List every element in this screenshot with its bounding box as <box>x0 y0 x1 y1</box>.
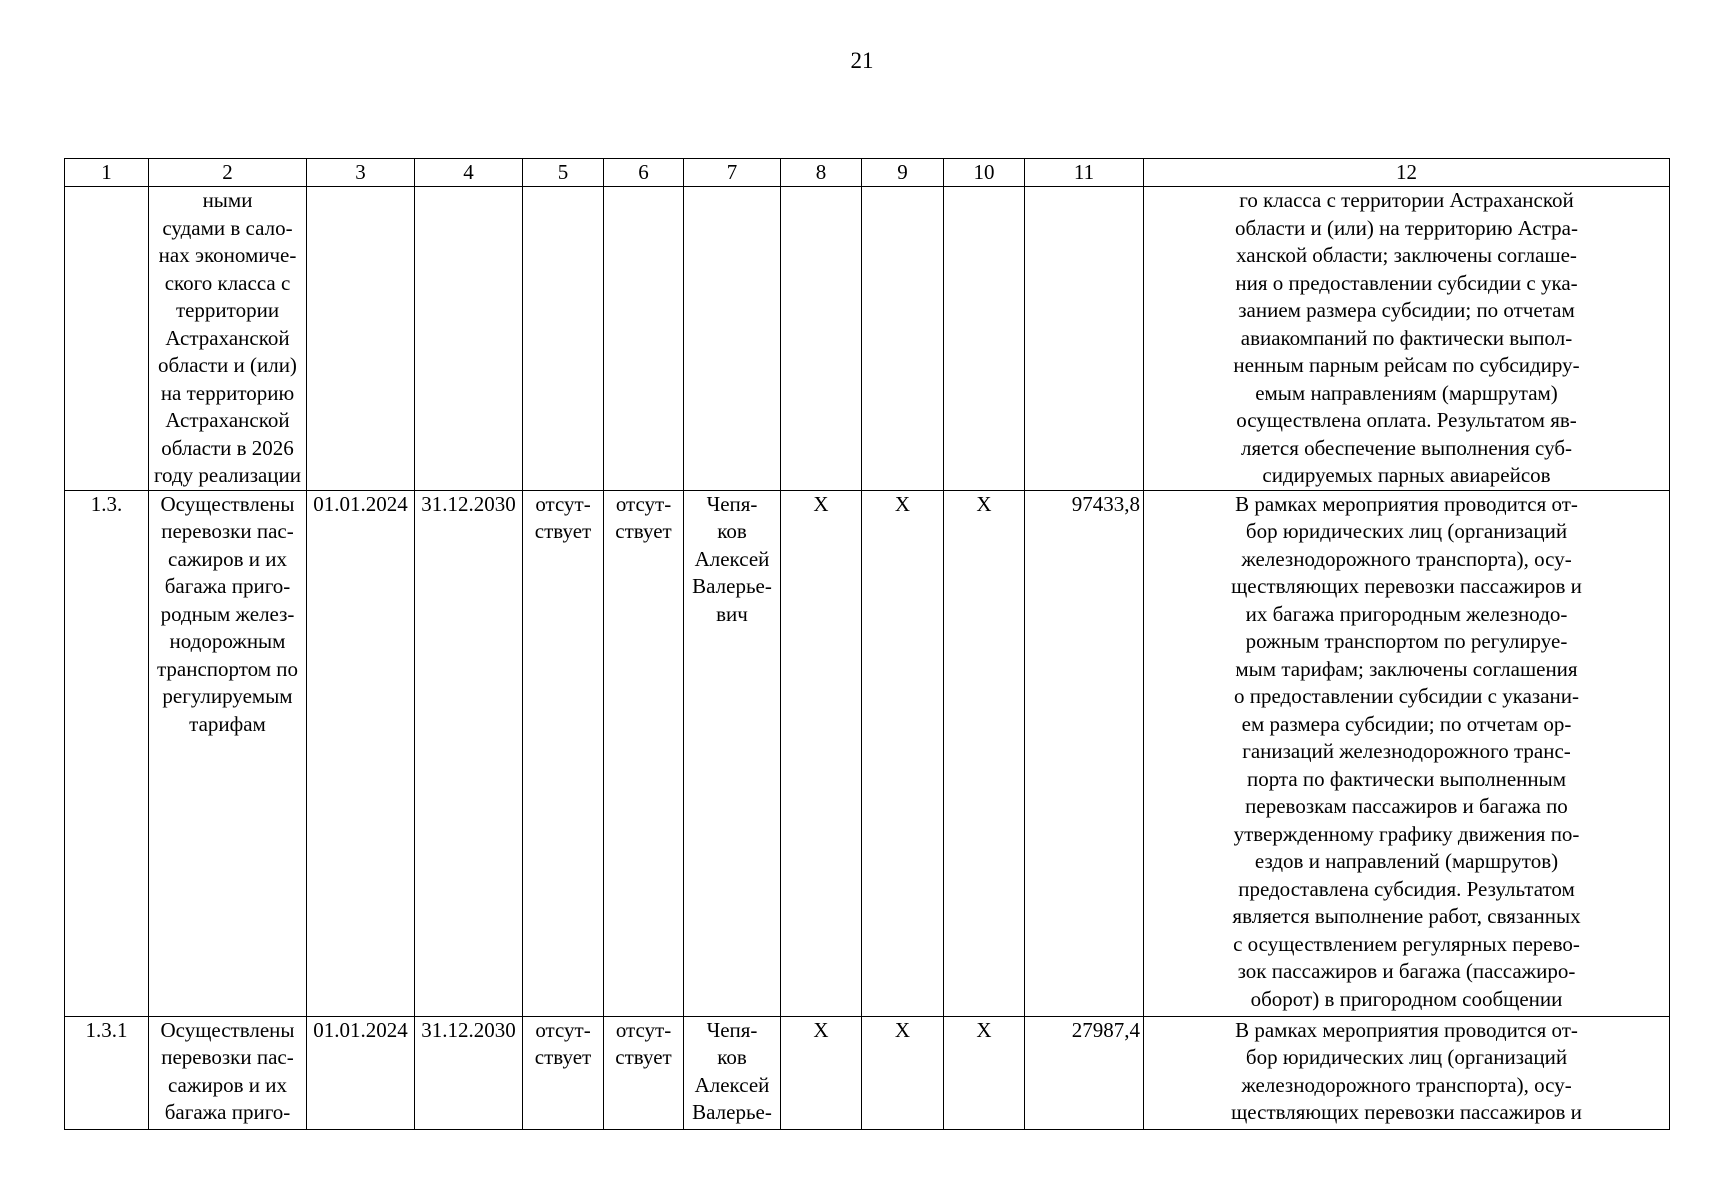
cell-result <box>1144 490 1670 1016</box>
cell-name-line: территории <box>175 298 280 322</box>
cell-name-line: транспортом по <box>156 656 299 681</box>
cell-result-line: является выполнение работ, связанных <box>1232 904 1581 928</box>
cell-name-line: области в 2026 <box>161 435 294 460</box>
cell-responsible-line: ков <box>717 1045 747 1069</box>
cell-col10: Х <box>944 1016 1025 1129</box>
cell-col5-line: ствует <box>534 519 592 543</box>
cell-col5 <box>523 490 604 1016</box>
cell-responsible <box>684 1016 781 1129</box>
cell-result-line: порта по фактически выполненным <box>1246 766 1567 791</box>
cell-result-line: ездов и направлений (маршрутов) <box>1254 849 1559 873</box>
cell-start-date: 01.01.2024 <box>307 1016 415 1129</box>
cell-responsible-line: Чепя- <box>706 1017 758 1042</box>
cell-col6-line: ствует <box>615 1045 672 1069</box>
table-row <box>65 1016 1670 1129</box>
cell-result-line: емым направлениям (маршрутам) <box>1255 380 1558 405</box>
measures-table <box>64 158 1670 1130</box>
cell-result <box>1144 187 1670 491</box>
cell-name-line: ными <box>202 188 253 212</box>
cell-result-line: В рамках мероприятия проводится от- <box>1235 1017 1578 1042</box>
table-row <box>65 187 1670 491</box>
cell-result-line: го класса с территории Астраханской <box>1239 188 1574 212</box>
cell-col6-line: ствует <box>615 519 672 543</box>
header-col-3: 3 <box>307 159 415 187</box>
cell-name-line: тарифам <box>189 711 266 736</box>
cell-col10: Х <box>944 490 1025 1016</box>
cell-name-line: судами в сало- <box>162 215 293 240</box>
cell-result-line: железнодорожного транспорта), осу- <box>1241 1072 1572 1097</box>
cell-name <box>149 1016 307 1129</box>
header-col-9: 9 <box>862 159 944 187</box>
cell-col8: Х <box>781 490 862 1016</box>
cell-responsible-line: вич <box>716 601 748 626</box>
cell-amount <box>1025 187 1144 491</box>
cell-result-line: В рамках мероприятия проводится от- <box>1235 491 1578 516</box>
header-col-10: 10 <box>944 159 1025 187</box>
cell-result-line: мым тарифам; заключены соглашения <box>1235 656 1578 681</box>
cell-col6-line: отсут- <box>615 1017 672 1042</box>
cell-name-line: багажа приго- <box>164 574 291 598</box>
cell-name-line: на территорию <box>160 380 295 405</box>
cell-col6 <box>604 1016 684 1129</box>
cell-col9 <box>862 187 944 491</box>
cell-result-line: ляется обеспечение выполнения суб- <box>1240 435 1573 460</box>
cell-name-line: регулируемым <box>162 684 293 708</box>
cell-name-line: багажа приго- <box>164 1100 291 1124</box>
page-number: 21 <box>850 48 874 73</box>
cell-end-date: 31.12.2030 <box>415 1016 523 1129</box>
cell-col5-line: ствует <box>534 1045 592 1069</box>
cell-name-line: ского класса с <box>164 270 291 295</box>
cell-col5 <box>523 187 604 491</box>
cell-name-line: сажиров и их <box>167 1072 288 1097</box>
cell-col5 <box>523 1016 604 1129</box>
cell-result-line: бор юридических лиц (организаций <box>1245 519 1568 543</box>
cell-responsible <box>684 490 781 1016</box>
cell-col8 <box>781 187 862 491</box>
cell-result-line: области и (или) на территорию Астра- <box>1235 215 1578 240</box>
cell-col8: Х <box>781 1016 862 1129</box>
cell-responsible <box>684 187 781 491</box>
cell-responsible-line: Валерье- <box>692 574 772 598</box>
cell-amount: 27987,4 <box>1025 1016 1144 1129</box>
cell-col6-line: отсут- <box>615 491 672 516</box>
header-col-2: 2 <box>149 159 307 187</box>
cell-result <box>1144 1016 1670 1129</box>
cell-result-line: ния о предоставлении субсидии с ука- <box>1235 270 1578 295</box>
cell-name-line: Осуществлены <box>160 1017 295 1042</box>
cell-result-line: о предоставлении субсидии с указани- <box>1233 684 1579 708</box>
cell-end-date <box>415 187 523 491</box>
cell-result-line: ществляющих перевозки пассажиров и <box>1231 574 1582 598</box>
cell-name-line: области и (или) <box>158 353 297 377</box>
header-col-6: 6 <box>604 159 684 187</box>
cell-name-line: Астраханской <box>165 408 290 432</box>
cell-result-line: занием размера субсидии; по отчетам <box>1238 298 1575 322</box>
cell-result-line: утвержденному графику движения по- <box>1233 821 1580 846</box>
table-row <box>65 490 1670 1016</box>
cell-responsible-line: Алексей <box>694 546 770 571</box>
cell-responsible-line: Алексей <box>694 1072 770 1097</box>
cell-result-line: предоставлена субсидия. Результатом <box>1238 876 1575 901</box>
cell-name-line: сажиров и их <box>167 546 288 571</box>
cell-responsible-line: ков <box>717 519 747 543</box>
cell-result-line: ганизаций железнодорожного транс- <box>1242 739 1571 763</box>
cell-name <box>149 187 307 491</box>
cell-name-line: родным желез- <box>160 601 295 626</box>
cell-number: 1.3. <box>65 490 149 1016</box>
header-col-7: 7 <box>684 159 781 187</box>
cell-col6 <box>604 187 684 491</box>
cell-amount: 97433,8 <box>1025 490 1144 1016</box>
cell-result-line: ханской области; заключены соглаше- <box>1236 243 1577 267</box>
cell-number <box>65 187 149 491</box>
header-col-5: 5 <box>523 159 604 187</box>
header-col-1: 1 <box>65 159 149 187</box>
cell-col9: Х <box>862 1016 944 1129</box>
cell-result-line: оборот) в пригородном сообщении <box>1250 986 1563 1011</box>
cell-col9: Х <box>862 490 944 1016</box>
cell-number: 1.3.1 <box>65 1016 149 1129</box>
cell-col5-line: отсут- <box>535 1017 591 1042</box>
cell-result-line: ществляющих перевозки пассажиров и <box>1231 1100 1582 1124</box>
cell-name-line: нодорожным <box>169 629 286 653</box>
cell-name-line: Астраханской <box>165 325 290 350</box>
cell-result-line: их багажа пригородным железнодо- <box>1245 601 1568 626</box>
cell-end-date: 31.12.2030 <box>415 490 523 1016</box>
cell-name-line: перевозки пас- <box>161 519 294 543</box>
cell-col10 <box>944 187 1025 491</box>
cell-result-line: зок пассажиров и багажа (пассажиро- <box>1237 959 1576 983</box>
cell-result-line: ем размера субсидии; по отчетам ор- <box>1241 711 1572 736</box>
cell-result-line: осуществлена оплата. Результатом яв- <box>1236 408 1577 432</box>
cell-col5-line: отсут- <box>535 491 591 516</box>
cell-name-line: перевозки пас- <box>161 1045 294 1069</box>
header-col-12: 12 <box>1144 159 1670 187</box>
cell-result-line: бор юридических лиц (организаций <box>1245 1045 1568 1069</box>
cell-name-line: нах экономиче- <box>158 243 297 267</box>
header-col-8: 8 <box>781 159 862 187</box>
cell-start-date: 01.01.2024 <box>307 490 415 1016</box>
cell-name-line: Осуществлены <box>160 491 295 516</box>
cell-result-line: рожным транспортом по регулируе- <box>1245 629 1568 653</box>
cell-responsible-line: Чепя- <box>706 491 758 516</box>
header-col-4: 4 <box>415 159 523 187</box>
cell-result-line: железнодорожного транспорта), осу- <box>1241 546 1572 571</box>
cell-result-line: авиакомпаний по фактически выпол- <box>1240 325 1573 350</box>
header-row <box>65 159 1670 187</box>
cell-name <box>149 490 307 1016</box>
cell-responsible-line: Валерье- <box>692 1100 772 1124</box>
cell-result-line: перевозкам пассажиров и багажа по <box>1245 794 1568 818</box>
header-col-11: 11 <box>1025 159 1144 187</box>
cell-start-date <box>307 187 415 491</box>
cell-result-line: ненным парным рейсам по субсидиру- <box>1233 353 1580 377</box>
cell-result-line: с осуществлением регулярных перево- <box>1233 931 1580 956</box>
cell-result-line: сидируемых парных авиарейсов <box>1262 463 1551 487</box>
cell-col6 <box>604 490 684 1016</box>
cell-name-line: году реализации <box>153 463 302 487</box>
